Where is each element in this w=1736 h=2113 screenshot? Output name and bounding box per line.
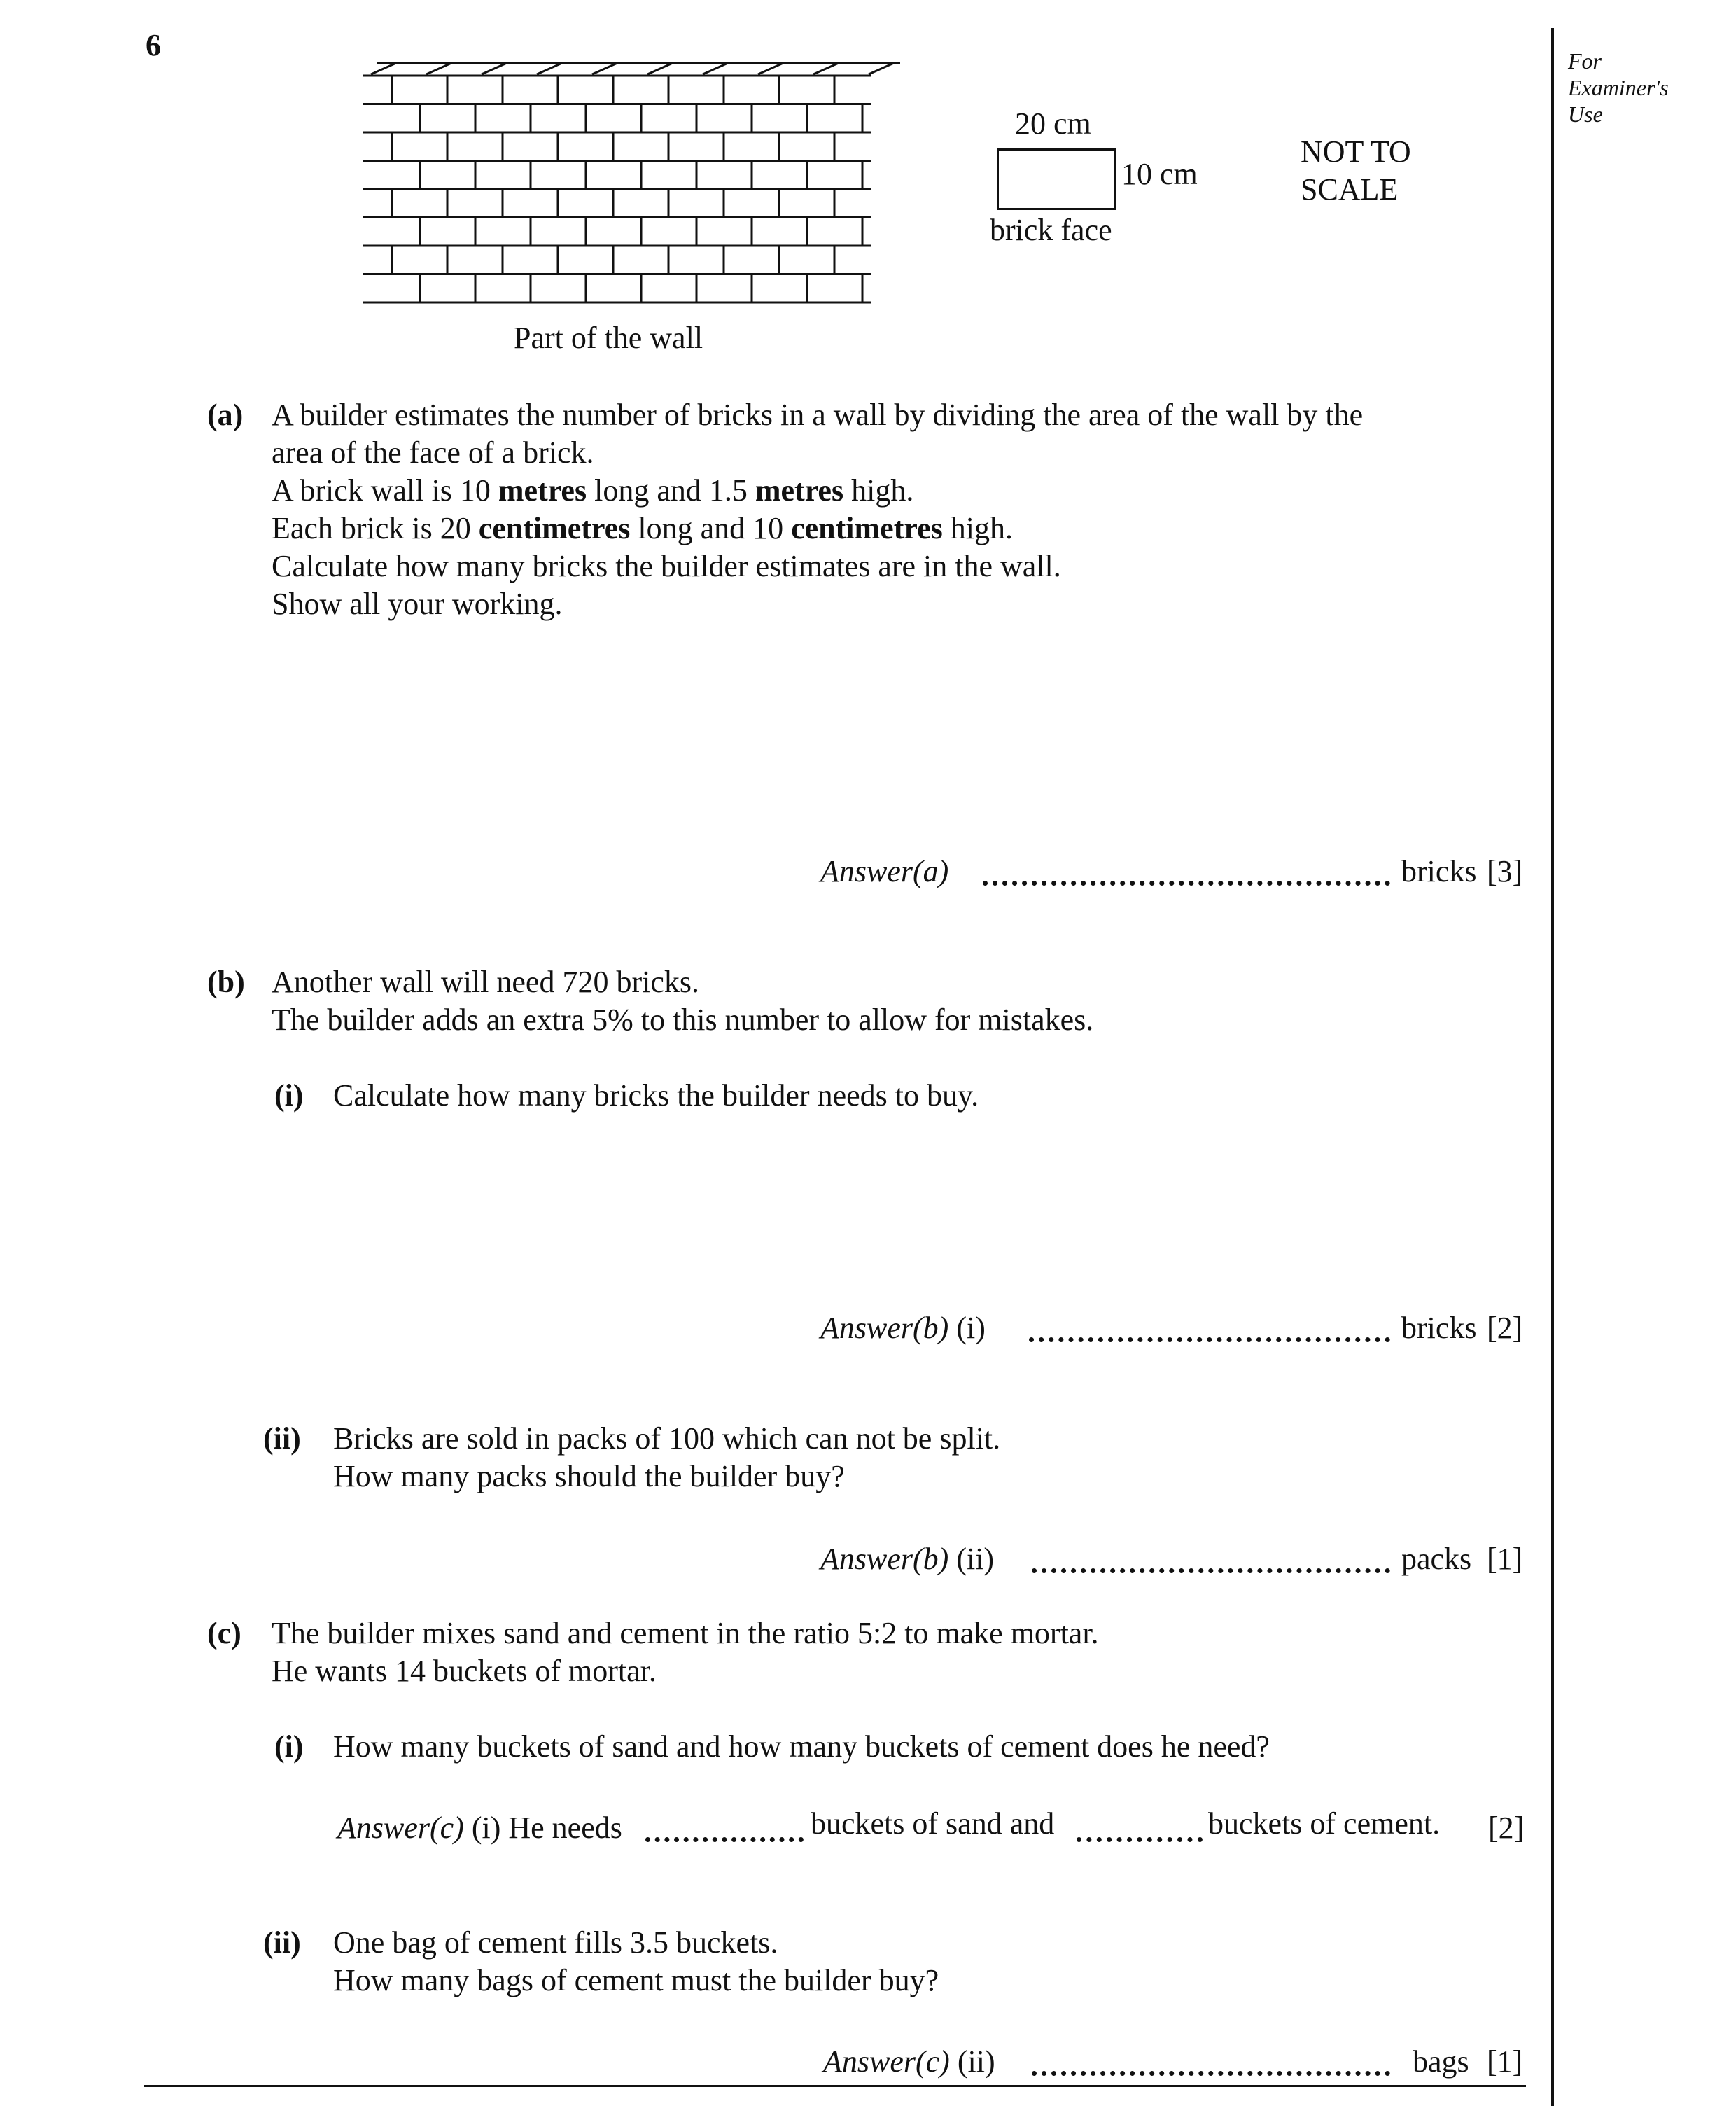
part-a-answer-field[interactable] <box>983 881 1390 886</box>
part-b-line1: Another wall will need 720 bricks. <box>272 965 699 999</box>
part-b-i-answer-label: Answer(b) (i) <box>820 1311 986 1345</box>
part-b-ii-answer-unit: packs <box>1401 1542 1472 1576</box>
part-b-ii-line2: How many packs should the builder buy? <box>333 1459 845 1493</box>
part-a-marks: [3] <box>1487 854 1523 888</box>
not-to-scale-line1: NOT TO <box>1301 134 1411 169</box>
wall-coping-stroke <box>758 63 783 74</box>
wall-coping-stroke <box>426 63 451 74</box>
part-b-line2: The builder adds an extra 5% to this number to allow for mistakes. <box>272 1003 1094 1037</box>
wall-diagram <box>350 49 910 308</box>
part-b-i-text: Calculate how many bricks the builder needs to buy. <box>333 1078 979 1113</box>
brick-face-rectangle <box>997 148 1116 210</box>
part-c-i-answer-end: buckets of cement. <box>1208 1806 1441 1841</box>
wall-coping-stroke <box>482 63 507 74</box>
part-b-ii-label: (ii) <box>263 1421 301 1456</box>
wall-caption: Part of the wall <box>514 321 704 355</box>
part-b-i-answer-unit: bricks <box>1401 1311 1477 1345</box>
part-a-answer-label: Answer(a) <box>820 854 949 888</box>
part-c-ii-marks: [1] <box>1487 2044 1523 2079</box>
part-b-i-marks: [2] <box>1487 1311 1523 1345</box>
part-a-line2: area of the face of a brick. <box>272 435 594 470</box>
part-c-ii-line1: One bag of cement fills 3.5 buckets. <box>333 1925 778 1960</box>
page-number: 6 <box>146 28 161 62</box>
part-c-ii-line2: How many bags of cement must the builder buy? <box>333 1963 939 1997</box>
wall-coping-stroke <box>703 63 728 74</box>
part-b-i-answer-field[interactable] <box>1029 1337 1390 1342</box>
part-a-line1: A builder estimates the number of bricks in a wall by dividing the area of the wall by the <box>272 398 1364 432</box>
part-c-label: (c) <box>207 1616 241 1650</box>
part-b-ii-line1: Bricks are sold in packs of 100 which can not be split. <box>333 1421 1001 1456</box>
part-a-line4: Each brick is 20 centimetres long and 10 centimetres high. <box>272 511 1013 545</box>
examiner-label-2: Examiner's <box>1568 75 1669 100</box>
examiner-margin-line <box>1551 28 1554 2106</box>
part-b-ii-answer-field[interactable] <box>1032 1568 1390 1573</box>
part-b-i-label: (i) <box>274 1078 304 1113</box>
wall-coping-stroke <box>869 63 894 74</box>
part-c-ii-answer-label: Answer(c) (ii) <box>823 2044 995 2079</box>
part-c-line1: The builder mixes sand and cement in the ratio 5:2 to make mortar. <box>272 1616 1099 1650</box>
examiner-label-1: For <box>1568 48 1602 74</box>
brick-face-caption: brick face <box>990 213 1112 247</box>
part-c-i-text: How many buckets of sand and how many buckets of cement does he need? <box>333 1729 1270 1764</box>
part-c-ii-answer-unit: bags <box>1413 2044 1469 2079</box>
part-c-ii-answer-field[interactable] <box>1032 2071 1390 2076</box>
wall-coping-stroke <box>537 63 562 74</box>
part-b-ii-answer-label: Answer(b) (ii) <box>820 1542 995 1576</box>
part-c-ii-label: (ii) <box>263 1925 301 1960</box>
wall-coping-stroke <box>648 63 673 74</box>
part-c-i-label: (i) <box>274 1729 304 1764</box>
examiner-label-3: Use <box>1568 102 1603 127</box>
part-a-answer-unit: bricks <box>1401 854 1477 888</box>
not-to-scale-line2: SCALE <box>1301 172 1399 207</box>
part-c-i-answer-mid: buckets of sand and <box>811 1806 1055 1841</box>
wall-coping-stroke <box>371 63 396 74</box>
brick-height-label: 10 cm <box>1121 157 1198 191</box>
wall-coping-stroke <box>813 63 839 74</box>
part-b-label: (b) <box>207 965 245 999</box>
bottom-rule <box>144 2085 1526 2087</box>
part-a-line5: Calculate how many bricks the builder estimates are in the wall. <box>272 549 1061 583</box>
wall-coping-stroke <box>592 63 617 74</box>
part-c-i-marks: [2] <box>1488 1811 1525 1845</box>
part-c-i-cement-field[interactable] <box>1077 1837 1203 1842</box>
brick-length-label: 20 cm <box>1015 106 1091 141</box>
part-a-label: (a) <box>207 398 244 432</box>
part-b-ii-marks: [1] <box>1487 1542 1523 1576</box>
part-c-i-sand-field[interactable] <box>645 1837 804 1842</box>
part-c-i-answer-label: Answer(c) (i) He needs <box>337 1811 622 1845</box>
part-c-line2: He wants 14 buckets of mortar. <box>272 1654 657 1688</box>
part-a-line3: A brick wall is 10 metres long and 1.5 metres high. <box>272 473 914 508</box>
part-a-line6: Show all your working. <box>272 587 563 621</box>
